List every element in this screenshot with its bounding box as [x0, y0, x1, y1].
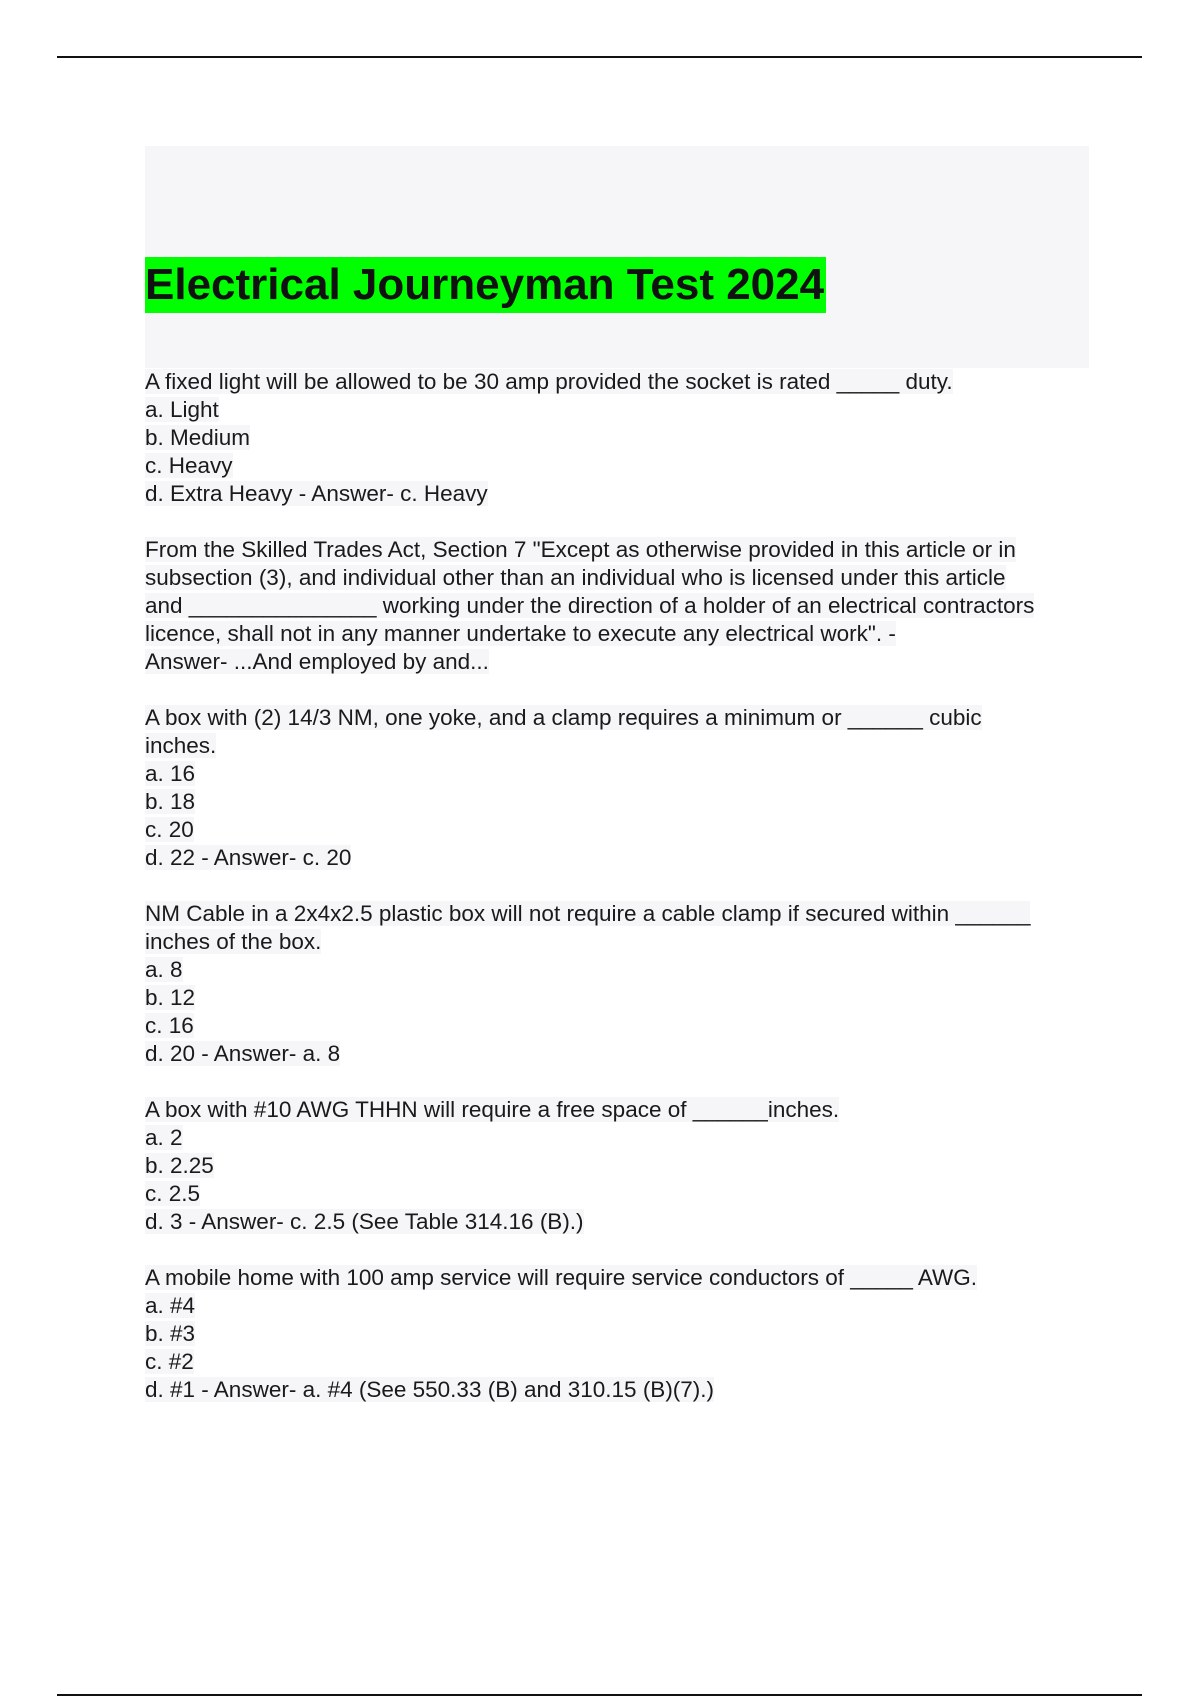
question-4-option-d-answer: d. 20 - Answer- a. 8	[145, 1041, 341, 1066]
bottom-rule	[57, 1694, 1142, 1696]
question-4-stem-line-1: NM Cable in a 2x4x2.5 plastic box will not require a cable clamp if secured within ______	[145, 901, 1031, 926]
question-2	[145, 536, 1095, 676]
question-5	[145, 1096, 1095, 1236]
question-1	[145, 368, 1095, 508]
question-6-option-c: c. #2	[145, 1349, 194, 1374]
question-3-option-d-answer: d. 22 - Answer- c. 20	[145, 845, 352, 870]
question-2-stem-line-1: From the Skilled Trades Act, Section 7 "Except as otherwise provided in this article or in	[145, 537, 1016, 562]
top-rule	[57, 56, 1142, 58]
question-4	[145, 900, 1095, 1068]
question-6-option-d-answer: d. #1 - Answer- a. #4 (See 550.33 (B) and 310.15 (B)(7).)	[145, 1377, 715, 1402]
question-3-option-a: a. 16	[145, 761, 196, 786]
question-5-option-d-answer: d. 3 - Answer- c. 2.5 (See Table 314.16 (B).)	[145, 1209, 584, 1234]
question-6	[145, 1264, 1095, 1404]
question-3-stem-line-1: A box with (2) 14/3 NM, one yoke, and a clamp requires a minimum or ______ cubic	[145, 705, 982, 730]
question-4-stem-line-2: inches of the box.	[145, 929, 322, 954]
question-list	[145, 368, 1095, 1432]
question-1-option-b: b. Medium	[145, 425, 251, 450]
question-3	[145, 704, 1095, 872]
question-5-stem: A box with #10 AWG THHN will require a free space of ______inches.	[145, 1097, 840, 1122]
question-5-option-a: a. 2	[145, 1125, 183, 1150]
question-2-stem-line-2: subsection (3), and individual other than an individual who is licensed under this article	[145, 565, 1006, 590]
question-1-option-c: c. Heavy	[145, 453, 233, 478]
question-1-stem: A fixed light will be allowed to be 30 amp provided the socket is rated _____ duty.	[145, 369, 953, 394]
question-1-option-a: a. Light	[145, 397, 219, 422]
document-title: Electrical Journeyman Test 2024	[145, 257, 826, 313]
question-6-option-b: b. #3	[145, 1321, 196, 1346]
question-5-option-c: c. 2.5	[145, 1181, 201, 1206]
question-2-stem-line-3: and _______________ working under the direction of a holder of an electrical contractors	[145, 593, 1035, 618]
question-6-stem: A mobile home with 100 amp service will require service conductors of _____ AWG.	[145, 1265, 978, 1290]
question-4-option-c: c. 16	[145, 1013, 194, 1038]
question-2-answer: Answer- ...And employed by and...	[145, 649, 489, 674]
question-6-option-a: a. #4	[145, 1293, 196, 1318]
question-4-option-b: b. 12	[145, 985, 196, 1010]
question-2-stem-line-4: licence, shall not in any manner undertake to execute any electrical work". -	[145, 621, 896, 646]
question-5-option-b: b. 2.25	[145, 1153, 214, 1178]
question-3-option-c: c. 20	[145, 817, 194, 842]
question-3-option-b: b. 18	[145, 789, 196, 814]
question-1-option-d-answer: d. Extra Heavy - Answer- c. Heavy	[145, 481, 488, 506]
question-3-stem-line-2: inches.	[145, 733, 217, 758]
question-4-option-a: a. 8	[145, 957, 183, 982]
